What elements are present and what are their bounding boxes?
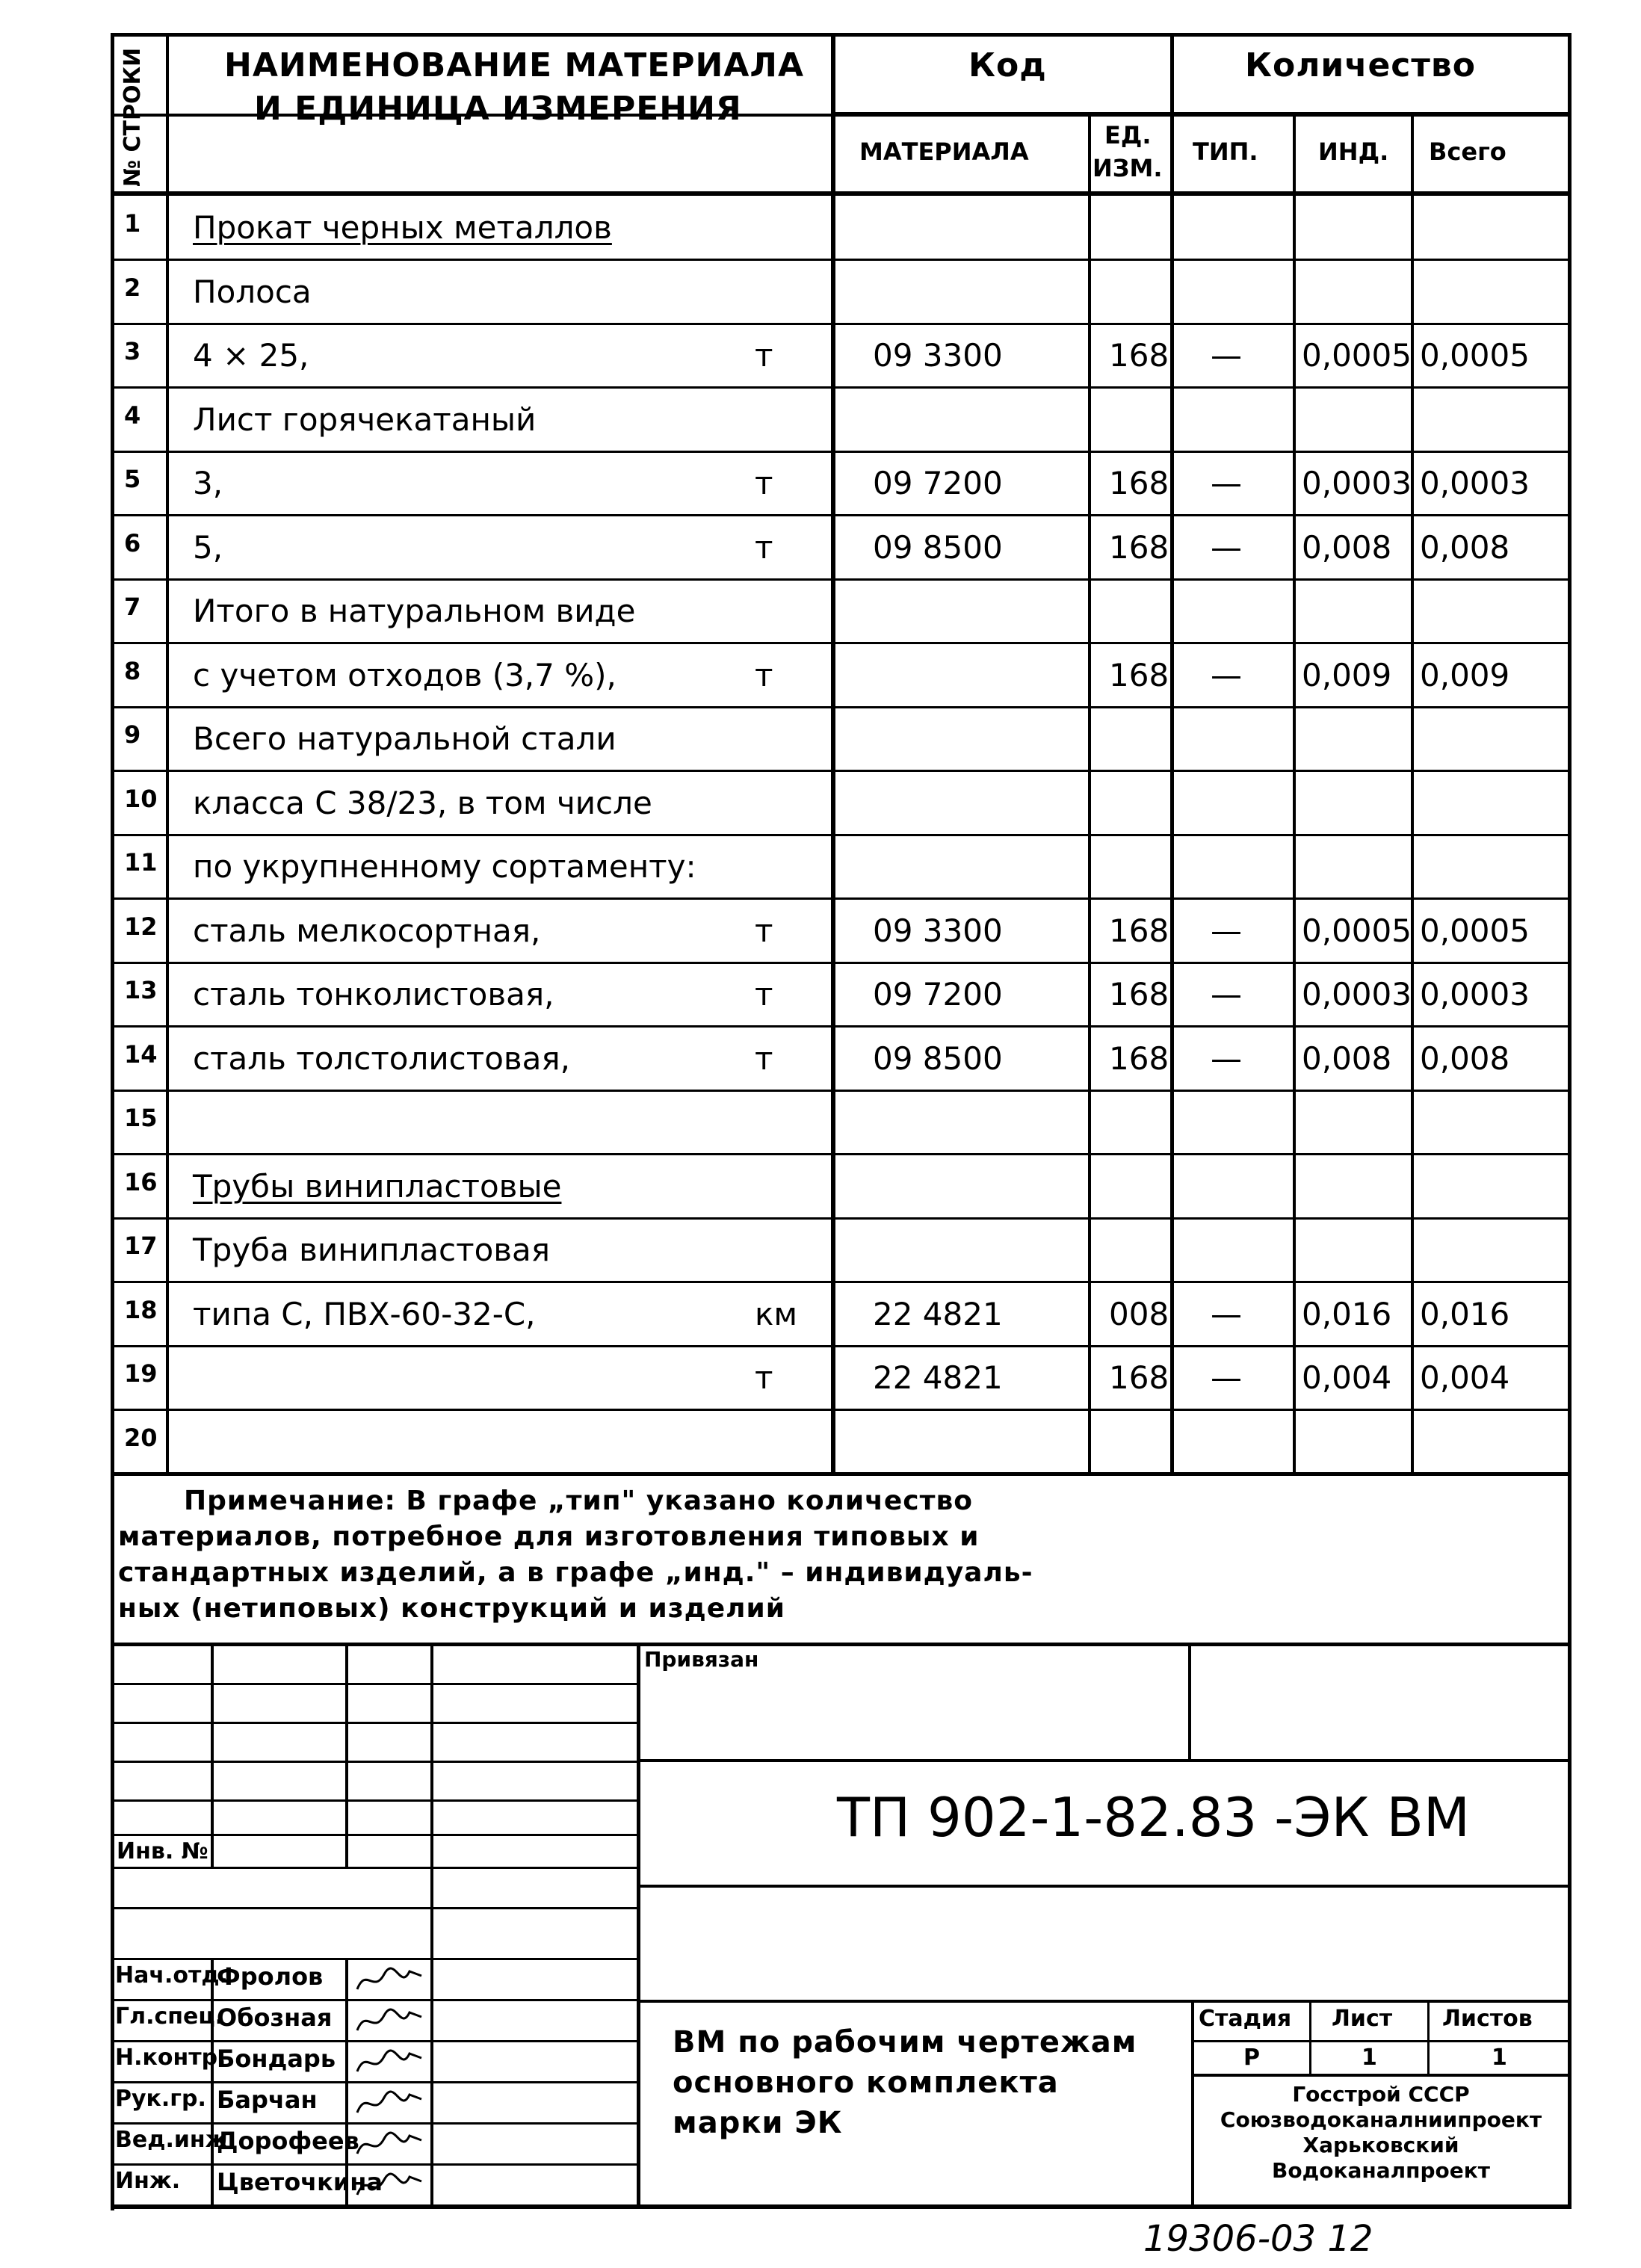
org-line1: Госстрой СССР [1292,2082,1470,2107]
frame-left [111,33,114,2210]
unit: т [755,337,773,374]
col-rownum [166,33,169,1475]
doc-title-line1: ВМ по рабочим чертежам [673,2025,1137,2060]
org-line2: Союзводоканалниипроект [1220,2107,1542,2132]
header-typ: ТИП. [1193,137,1258,166]
material-name: 5, [193,529,223,566]
privyazan-label: Привязан [644,1647,759,1672]
privyazan-divider [1188,1643,1191,1761]
header-bottom [111,191,1571,196]
table-row-line [111,514,1571,516]
table-row-line [111,770,1571,772]
person-name: Бондарь [217,2045,336,2073]
unit-code: 168 [1109,529,1169,566]
document-code: ТП 902-1-82.83 -ЭК ВМ [837,1786,1470,1849]
note-line4: ных (нетиповых) конструкций и изделий [118,1593,785,1624]
material-name: Итого в натуральном виде [193,593,636,629]
header-quantity: Количество [1245,46,1476,84]
material-name: Всего натуральной стали [193,720,616,757]
material-name: Труба винипластовая [193,1232,551,1268]
table-row-line [111,1409,1571,1411]
qty-typ: — [1211,529,1242,566]
table-row-line [111,834,1571,836]
note-top [111,1472,1571,1476]
material-code: 09 8500 [873,1040,1003,1077]
table-row-line [111,1025,1571,1028]
qty-total: 0,0005 [1420,912,1530,949]
qty-typ: — [1211,337,1242,374]
col-total [1411,112,1414,1475]
row-number: 9 [124,720,141,749]
header-unit-2: ИЗМ. [1093,154,1163,182]
signature [351,2125,426,2163]
sheet-value: 1 [1362,2045,1377,2071]
sheet-label: Лист [1332,2006,1393,2032]
table-row-line [111,259,1571,261]
material-name: по укрупненному сортаменту: [193,848,696,885]
sheets-label: Листов [1442,2006,1533,2032]
tb-hl4 [111,1799,638,1802]
qty-ind: 0,0003 [1302,465,1412,501]
qty-ind: 0,009 [1302,657,1392,693]
organization [1194,2082,1568,2184]
row-number: 5 [124,465,141,493]
tb-hl7 [111,1907,638,1909]
stage-value: Р [1243,2045,1260,2071]
material-name: Полоса [193,274,312,310]
table-row-line [111,451,1571,453]
qty-ind: 0,016 [1302,1296,1392,1332]
frame-top [111,33,1571,37]
qty-total: 0,0005 [1420,337,1530,374]
signature [351,1961,426,1998]
signature [351,2043,426,2080]
subheader-line [831,112,1571,114]
table-row-line [111,897,1571,900]
header-code: Код [968,46,1047,84]
qty-total: 0,004 [1420,1359,1510,1396]
qty-total: 0,009 [1420,657,1510,693]
material-code: 22 4821 [873,1296,1003,1332]
row-number: 15 [124,1104,158,1132]
table-row-line [111,323,1571,325]
org-line3: Харьковский [1302,2133,1459,2157]
row-number: 3 [124,337,141,365]
code-row-top [637,1759,1571,1762]
tb-col1-top [211,1643,214,1867]
unit-code: 008 [1109,1296,1169,1332]
tb-hl12 [111,2122,638,2125]
row-number: 8 [124,657,141,685]
col-unit [1088,112,1091,1475]
qty-typ: — [1211,1359,1242,1396]
qty-total: 0,0003 [1420,465,1530,501]
unit-code: 168 [1109,337,1169,374]
tb-col2-top [345,1643,348,1867]
header-name-line1: НАИМЕНОВАНИЕ МАТЕРИАЛА [224,46,805,84]
unit-code: 168 [1109,976,1169,1013]
header-ind: ИНД. [1318,137,1389,166]
tb-hl9 [111,1999,638,2001]
qty-typ: — [1211,976,1242,1013]
header-name-line2: И ЕДИНИЦА ИЗМЕРЕНИЯ [254,90,742,128]
unit: т [755,529,773,566]
col-typ [1170,33,1174,1475]
material-name: сталь толстолистовая, [193,1040,571,1077]
row-number: 10 [124,785,158,813]
table-row-line [111,642,1571,644]
org-line4: Водоканалпроект [1272,2158,1490,2183]
table-row-line [111,1153,1571,1155]
material-name: Трубы винипластовые [193,1168,562,1205]
titleblock-bottom [111,2204,1571,2209]
row-number: 19 [124,1359,158,1388]
note-line1: Примечание: В графе „тип" указано количество [184,1486,973,1516]
unit-code: 168 [1109,912,1169,949]
qty-total: 0,008 [1420,1040,1510,1077]
table-row-line [111,706,1571,708]
row-number: 2 [124,274,141,302]
tb-col4 [637,1643,640,2206]
header-row-number: № СТРОКИ [120,47,146,187]
material-name: Лист горячекатаный [193,401,537,438]
qty-typ: — [1211,465,1242,501]
unit: т [755,657,773,693]
title-row-top [637,2000,1571,2003]
material-code: 09 8500 [873,529,1003,566]
stage-label: Стадия [1199,2006,1292,2032]
table-row-line [111,1345,1571,1347]
qty-ind: 0,0005 [1302,912,1412,949]
unit-code: 168 [1109,1359,1169,1396]
row-number: 7 [124,593,141,621]
doc-title-line3: марки ЭК [673,2106,843,2140]
row-number: 16 [124,1168,158,1196]
table-row-line [111,386,1571,389]
stage-divider [1191,2040,1571,2042]
qty-ind: 0,004 [1302,1359,1392,1396]
archive-number: 19306-03 12 [1143,2218,1373,2260]
material-name: класса С 38/23, в том числе [193,785,652,821]
material-code: 09 7200 [873,465,1003,501]
material-name: сталь тонколистовая, [193,976,554,1013]
qty-ind: 0,008 [1302,529,1392,566]
note-line3: стандартных изделий, а в графе „инд." – индивидуаль- [118,1557,1033,1588]
material-code: 09 7200 [873,976,1003,1013]
qty-total: 0,008 [1420,529,1510,566]
row-number: 17 [124,1232,158,1260]
unit-code: 168 [1109,465,1169,501]
qty-ind: 0,008 [1302,1040,1392,1077]
table-row-line [111,1090,1571,1092]
table-row-line [111,1217,1571,1220]
tb-hl1 [111,1683,638,1685]
person-name: Обозная [217,2003,333,2032]
row-number: 11 [124,848,158,877]
qty-ind: 0,0003 [1302,976,1412,1013]
material-code: 09 3300 [873,912,1003,949]
stage-col1 [1309,2000,1311,2076]
header-material: МАТЕРИАЛА [859,137,1029,166]
qty-total: 0,0003 [1420,976,1530,1013]
role-label: Гл.спец. [115,2003,223,2030]
tb-col3 [430,1643,433,2206]
row-number: 13 [124,976,158,1004]
unit: т [755,1040,773,1077]
role-label: Вед.инж. [115,2127,236,2153]
code-row-bottom [637,1885,1571,1888]
material-name: типа С, ПВХ-60-32-С, [193,1296,536,1332]
signature [351,2166,426,2204]
material-name: 3, [193,465,223,501]
unit: т [755,912,773,949]
role-label: Инж. [115,2168,181,2194]
tb-hl10 [111,2040,638,2042]
qty-typ: — [1211,1296,1242,1332]
person-name: Цветочкина [217,2168,383,2196]
header-unit-1: ЕД. [1104,121,1152,149]
material-code: 22 4821 [873,1359,1003,1396]
material-code: 09 3300 [873,337,1003,374]
unit: т [755,976,773,1013]
unit: т [755,465,773,501]
signature [351,2084,426,2122]
unit: т [755,1359,773,1396]
role-label: Н.контр. [115,2045,226,2071]
frame-right [1568,33,1572,1646]
row-number: 4 [124,401,141,430]
row-number: 18 [124,1296,158,1324]
header-total: Всего [1429,137,1506,166]
tb-hl5 [111,1834,638,1836]
qty-typ: — [1211,657,1242,693]
person-name: Фролов [217,1962,324,1991]
material-name: с учетом отходов (3,7 %), [193,657,616,693]
col-ind [1293,112,1296,1475]
sheets-value: 1 [1492,2045,1507,2071]
tb-hl6 [111,1867,638,1869]
note-line2: материалов, потребное для изготовления типовых и [118,1521,980,1552]
person-name: Дорофеев [217,2127,359,2155]
tb-hl2 [111,1722,638,1724]
row-number: 20 [124,1424,158,1452]
role-label: Рук.гр. [115,2086,206,2112]
unit-code: 168 [1109,657,1169,693]
titleblock-top [111,1643,1571,1646]
col-code [831,33,835,1475]
person-name: Барчан [217,2086,318,2114]
qty-ind: 0,0005 [1302,337,1412,374]
qty-typ: — [1211,1040,1242,1077]
material-name: 4 × 25, [193,337,309,374]
row-number: 12 [124,912,158,941]
row-number: 6 [124,529,141,557]
qty-typ: — [1211,912,1242,949]
tb-hl3 [111,1761,638,1763]
material-name: сталь мелкосортная, [193,912,541,949]
table-row-line [111,1281,1571,1283]
material-name: Прокат черных металлов [193,209,612,246]
tb-hl13 [111,2163,638,2166]
role-label: Нач.отд. [115,1962,228,1989]
unit-code: 168 [1109,1040,1169,1077]
doc-title-line2: основного комплекта [673,2065,1059,2100]
table-row-line [111,962,1571,964]
row-number: 1 [124,209,141,238]
table-row-line [111,578,1571,581]
row-number: 14 [124,1040,158,1069]
tb-hl8 [111,1958,638,1960]
titleblock-right [1568,1643,1572,2209]
inv-number-label: Инв. № [117,1838,208,1864]
qty-total: 0,016 [1420,1296,1510,1332]
unit: км [755,1296,798,1332]
stage-bottom [1191,2074,1571,2077]
stage-col2 [1427,2000,1430,2076]
tb-hl11 [111,2081,638,2083]
signature [351,2002,426,2039]
